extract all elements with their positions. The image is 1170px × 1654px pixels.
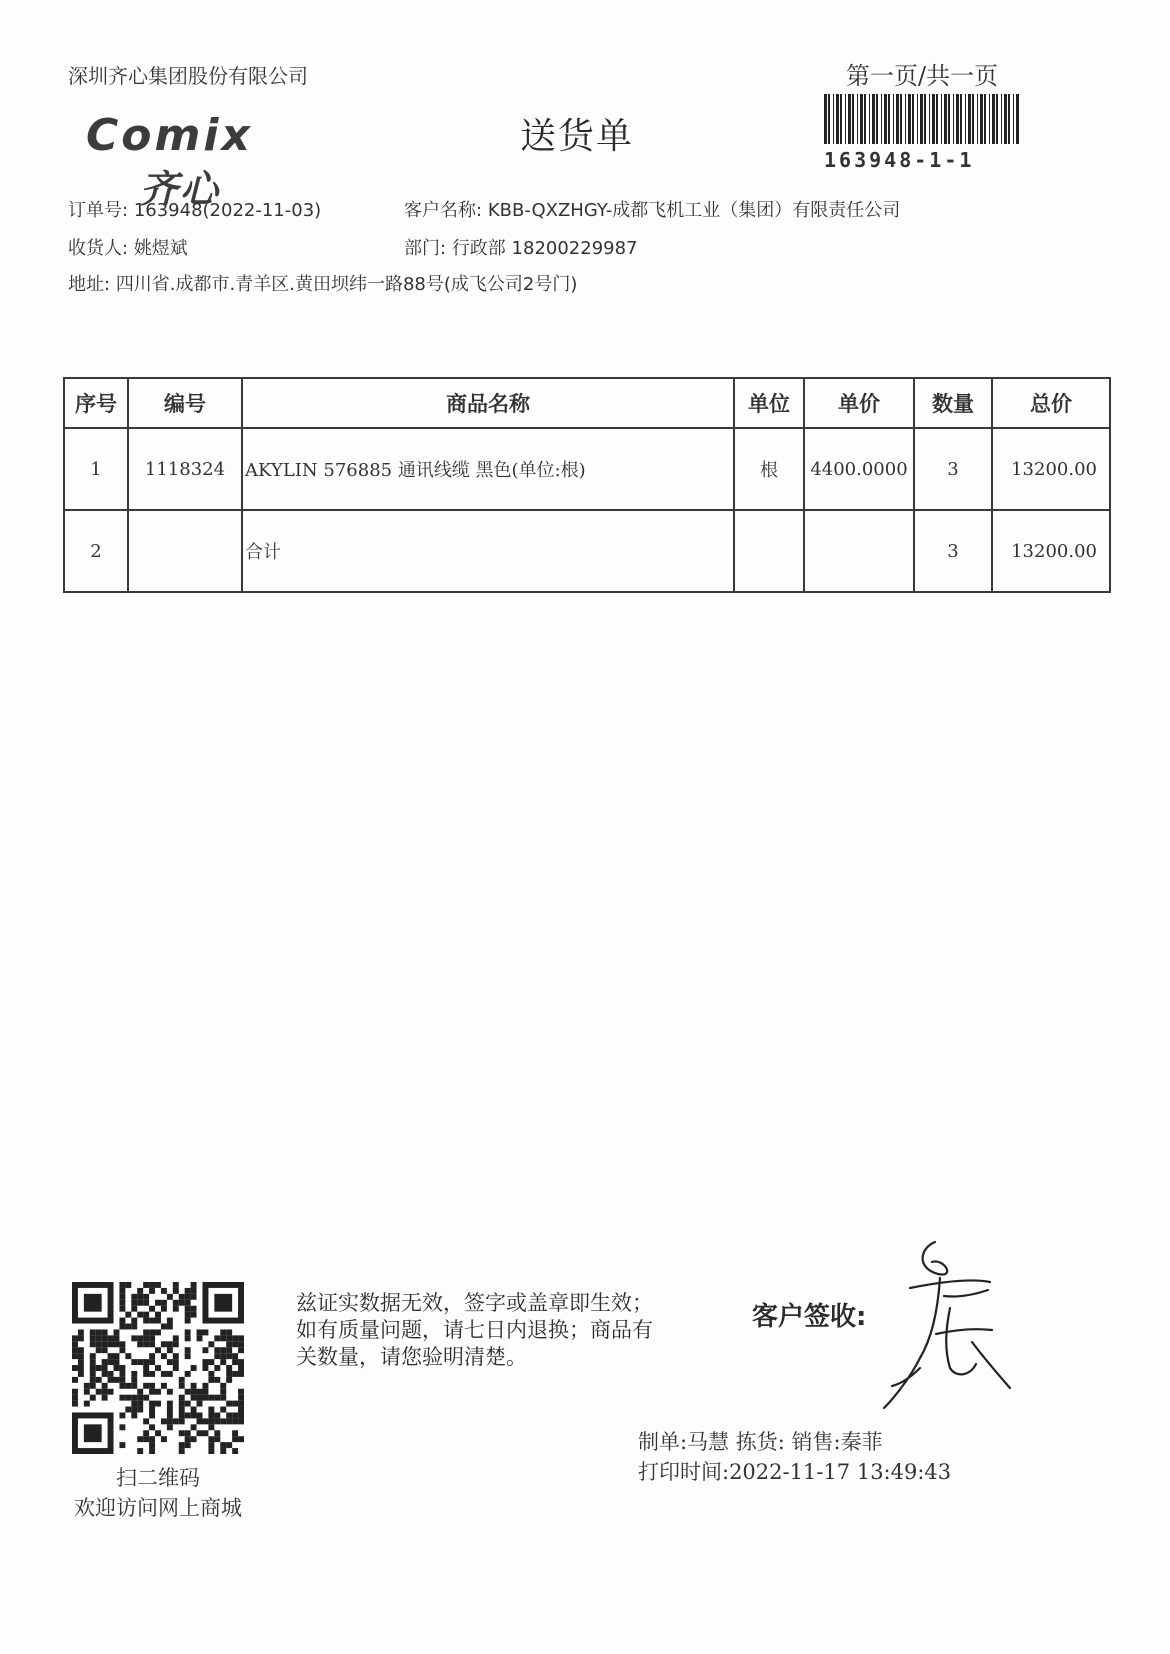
header-price: 单价	[804, 378, 914, 428]
signature-icon	[880, 1238, 1020, 1418]
customer-value: KBB-QXZHGY-成都飞机工业（集团）有限责任公司	[487, 200, 901, 221]
receiver-value: 姚煜斌	[133, 238, 188, 259]
header-unit: 单位	[734, 378, 804, 428]
qr-code-icon	[72, 1282, 244, 1454]
table-header-row	[64, 378, 1110, 428]
header-qty: 数量	[914, 378, 992, 428]
barcode-icon	[824, 94, 1020, 144]
cell-seq: 1	[64, 428, 128, 510]
address	[68, 270, 577, 296]
table-row	[64, 510, 1110, 592]
print-time: 打印时间:2022-11-17 13:49:43	[638, 1460, 952, 1484]
order-value: 163948(2022-11-03)	[133, 200, 322, 221]
customer-name	[404, 196, 900, 222]
cell-qty: 3	[914, 510, 992, 592]
company-name: 深圳齐心集团股份有限公司	[68, 64, 308, 88]
cell-price: 4400.0000	[804, 428, 914, 510]
header-seq: 序号	[64, 378, 128, 428]
table-row	[64, 428, 1110, 510]
qr-caption-mall: 欢迎访问网上商城	[74, 1496, 242, 1520]
cell-qty: 3	[914, 428, 992, 510]
order-label: 订单号:	[68, 200, 129, 221]
cell-unit	[734, 510, 804, 592]
header-code: 编号	[128, 378, 242, 428]
logo-cn-text: 齐心	[140, 167, 221, 211]
department	[404, 234, 638, 260]
order-number	[68, 196, 321, 222]
cell-product: AKYLIN 576885 通讯线缆 黑色(单位:根)	[242, 428, 734, 510]
address-value: 四川省.成都市.青羊区.黄田坝纬一路88号(成飞公司2号门)	[115, 274, 578, 295]
items-table	[63, 377, 1111, 593]
dept-value: 行政部 18200229987	[451, 238, 638, 259]
receiver-label: 收货人:	[68, 238, 129, 259]
barcode	[824, 94, 1020, 172]
barcode-number: 163948-1-1	[824, 148, 975, 172]
cell-total: 13200.00	[992, 510, 1110, 592]
logo-text: Comix	[86, 110, 253, 161]
comix-logo	[86, 110, 306, 211]
cell-total: 13200.00	[992, 428, 1110, 510]
cell-price	[804, 510, 914, 592]
qr-caption-scan: 扫二维码	[116, 1466, 200, 1490]
notice-text: 兹证实数据无效，签字或盖章即生效；如有质量问题，请七日内退换；商品有关数量，请您验明清楚。	[296, 1291, 653, 1369]
qr-code	[72, 1282, 244, 1454]
customer-sign-label: 客户签收:	[752, 1302, 867, 1332]
address-label: 地址:	[68, 274, 111, 295]
page-indicator: 第一页/共一页	[846, 62, 999, 90]
staff-line: 制单:马慧 拣货: 销售:秦菲	[638, 1430, 883, 1454]
cell-unit: 根	[734, 428, 804, 510]
header-total: 总价	[992, 378, 1110, 428]
document-title: 送货单	[520, 116, 635, 157]
cell-seq: 2	[64, 510, 128, 592]
header-product: 商品名称	[242, 378, 734, 428]
customer-label: 客户名称:	[404, 200, 483, 221]
cell-code: 1118324	[128, 428, 242, 510]
dept-label: 部门:	[404, 238, 447, 259]
receiver	[68, 234, 188, 260]
cell-code	[128, 510, 242, 592]
cell-product: 合计	[242, 510, 734, 592]
